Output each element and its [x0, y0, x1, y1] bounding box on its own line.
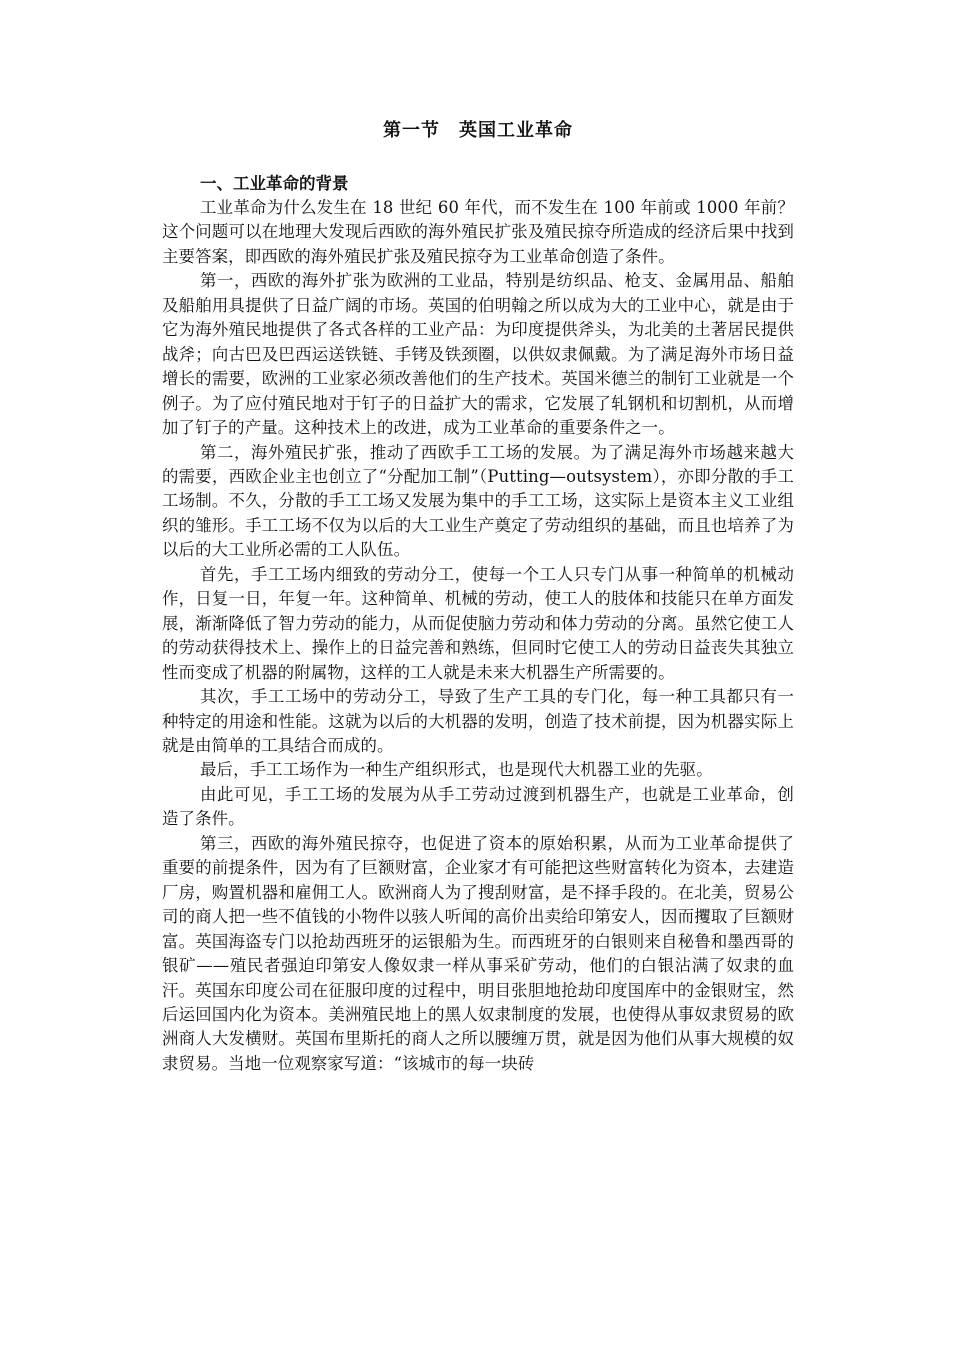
paragraph-conclusion: 由此可见，手工工场的发展为从手工劳动过渡到机器生产，也就是工业革命，创造了条件。: [162, 784, 794, 829]
body-text: [162, 196, 794, 1076]
paragraph-tool-specialization: 其次，手工工场中的劳动分工，导致了生产工具的专门化，每一种工具都只有一种特定的用途和性能。这就为以后的大机器的发明，创造了技术前提，因为机器实际上就是由简单的工具结合而成的。: [162, 687, 794, 755]
paragraph-third-point: 第三，西欧的海外殖民掠夺，也促进了资本的原始积累，从而为工业革命提供了重要的前提条件，因为有了巨额财富，企业家才有可能把这些财富转化为资本，去建造厂房，购置机器和雇佣工人。欧洲商人为了搜刮财富，是不择手段的。在北美，贸易公司的商人把一些不值钱的小物件以骇人听闻的高价出卖给印第安人，因而攫取了巨额财富。英国海盗专门以抢劫西班牙的运银船为生。而西班牙的白银则来自秘鲁和墨西哥的银矿——殖民者强迫印第安人像奴隶一样从事采矿劳动，他们的白银沾满了奴隶的血汗。英国东印度公司在征服印度的过程中，明目张胆地抢劫印度国库中的金银财宝，然后运回国内化为资本。美洲殖民地上的黑人奴隶制度的发展，也使得从事奴隶贸易的欧洲商人大发横财。英国布里斯托的商人之所以腰缠万贯，就是因为他们从事大规模的奴隶贸易。当地一位观察家写道：“该城市的每一块砖: [162, 833, 794, 1073]
subsection-title: 一、工业革命的背景: [200, 174, 349, 193]
paragraph-second-point: 第二，海外殖民扩张，推动了西欧手工工场的发展。为了满足海外市场越来越大的需要，西欧企业主也创立了“分配加工制”（Putting—outsystem），亦即分散的手工工场制。不久，分散的手工工场又发展为集中的手工工场，这实际上是资本主义工业组织的雏形。手工工场不仅为以后的大工业生产奠定了劳动组织的基础，而且也培养了为以后的大工业所必需的工人队伍。: [162, 442, 794, 560]
paragraph-intro: 工业革命为什么发生在 18 世纪 60 年代，而不发生在 100 年前或 1000 年前？这个问题可以在地理大发现后西欧的海外殖民扩张及殖民掠夺所造成的经济后果中找到主要答案，即西欧的海外殖民扩张及殖民掠夺为工业革命创造了条件。: [162, 198, 794, 266]
paragraph-first-point: 第一，西欧的海外扩张为欧洲的工业品，特别是纺织品、枪支、金属用品、船舶及船舶用具提供了日益广阔的市场。英国的伯明翰之所以成为大的工业中心，就是由于它为海外殖民地提供了各式各样的工业产品：为印度提供斧头，为北美的土著居民提供战斧；向古巴及巴西运送铁链、手铐及铁颈圈，以供奴隶佩戴。为了满足海外市场日益增长的需要，欧洲的工业家必须改善他们的生产技术。英国米德兰的制钉工业就是一个例子。为了应付殖民地对于钉子的日益扩大的需求，它发展了轧钢机和切割机，从而增加了钉子的产量。这种技术上的改进，成为工业革命的重要条件之一。: [162, 271, 794, 438]
paragraph-forerunner: 最后，手工工场作为一种生产组织形式，也是现代大机器工业的先驱。: [200, 760, 713, 780]
paragraph-division-of-labor: 首先，手工工场内细致的劳动分工，使每一个工人只专门从事一种简单的机械动作，日复一日，年复一年。这种简单、机械的劳动，使工人的肢体和技能只在单方面发展，渐渐降低了智力劳动的能力，从而促使脑力劳动和体力劳动的分离。虽然它使工人的劳动获得技术上、操作上的日益完善和熟练，但同时它使工人的劳动日益丧失其独立性而变成了机器的附属物，这样的工人就是未来大机器生产所需要的。: [162, 564, 794, 682]
section-title: 第一节 英国工业革命: [383, 120, 573, 141]
